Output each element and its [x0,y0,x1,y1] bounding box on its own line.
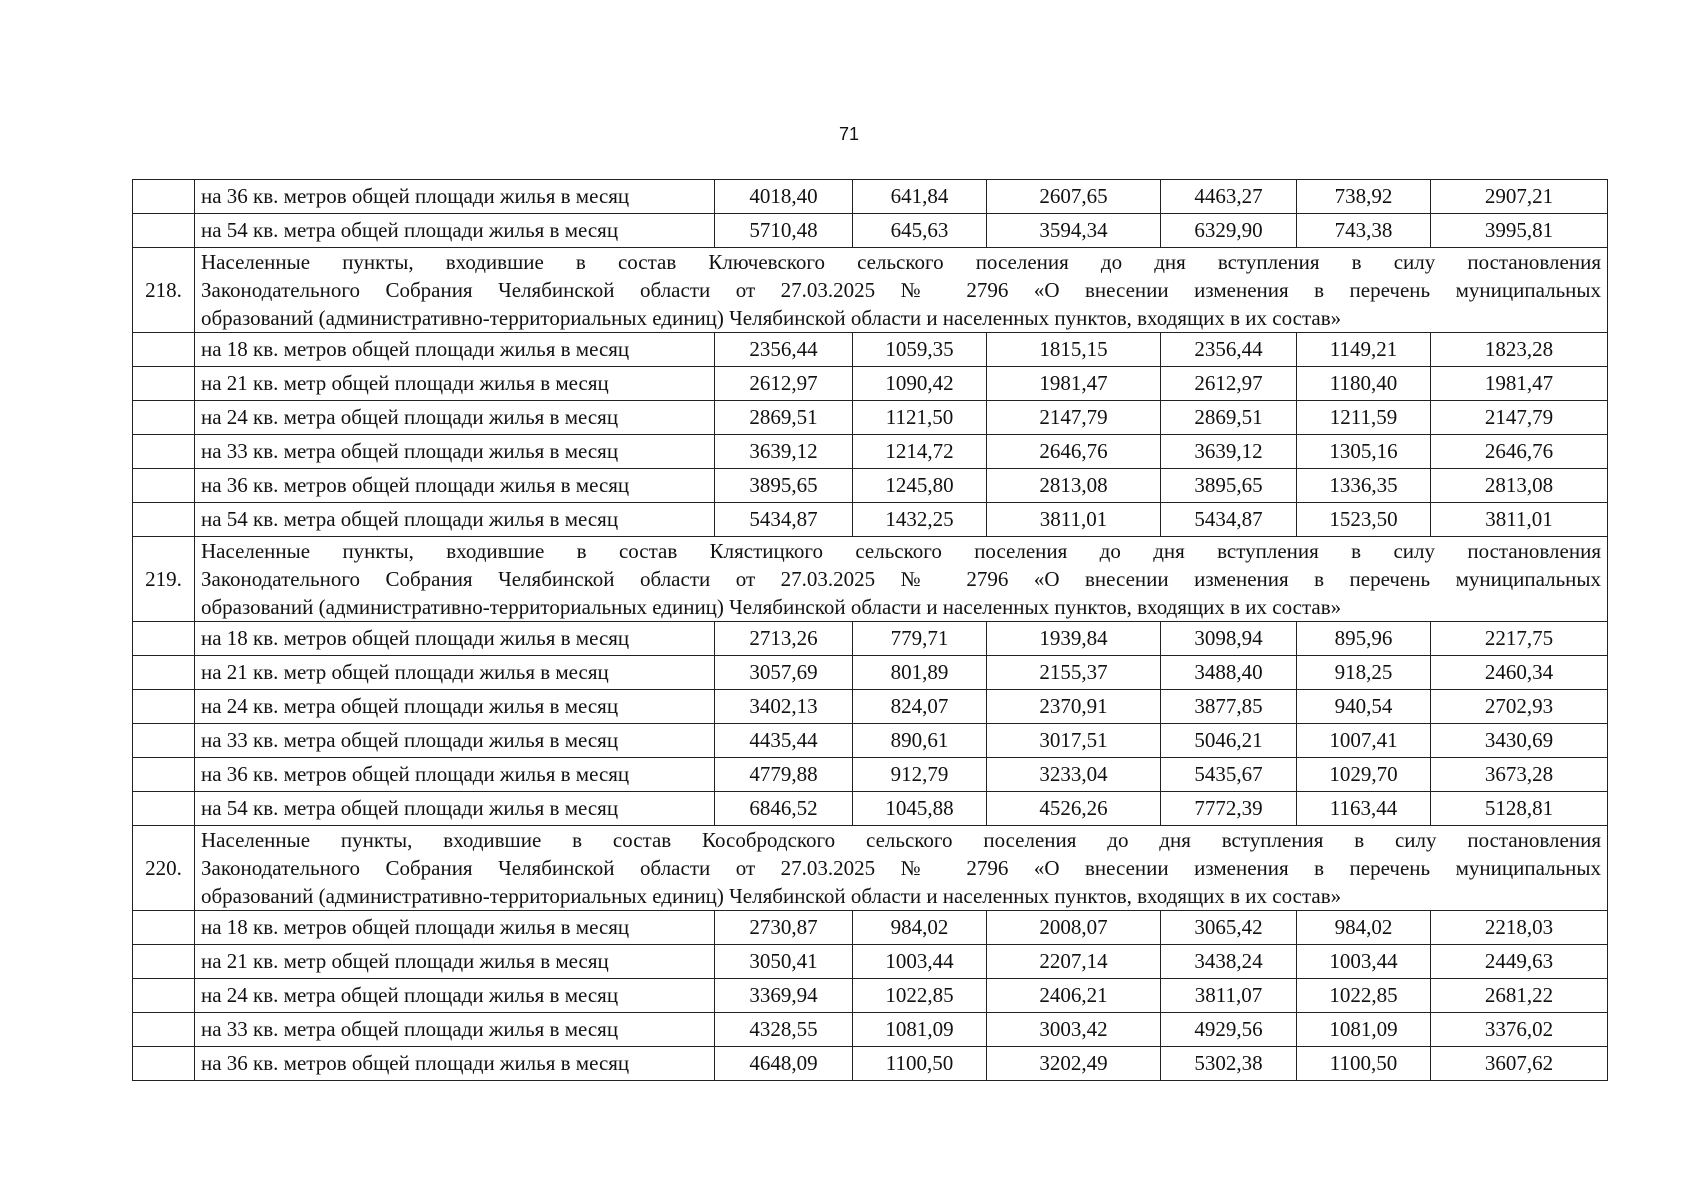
value-cell: 3050,41 [715,945,853,979]
value-cell: 3369,94 [715,979,853,1013]
value-cell: 2869,51 [1161,401,1297,435]
value-cell: 5128,81 [1431,792,1608,826]
table-row [133,401,1608,435]
value-cell: 1981,47 [1431,367,1608,401]
value-cell: 1245,80 [853,469,987,503]
row-number [133,214,195,248]
group-title [195,248,1608,333]
value-cell: 2356,44 [1161,333,1297,367]
value-cell: 3995,81 [1431,214,1608,248]
value-cell: 3233,04 [987,758,1161,792]
value-cell: 3895,65 [1161,469,1297,503]
group-title-line: образований (административно-территориальных единиц) Челябинской области и населенных пунктов, входящих в их состав» [201,306,1342,330]
table-row [133,792,1608,826]
row-number [133,758,195,792]
value-cell: 3639,12 [715,435,853,469]
row-number [133,503,195,537]
value-cell: 1939,84 [987,622,1161,656]
value-cell: 3594,34 [987,214,1161,248]
value-cell: 3673,28 [1431,758,1608,792]
value-cell: 3895,65 [715,469,853,503]
row-label: на 18 кв. метров общей площади жилья в месяц [195,333,715,367]
value-cell: 3003,42 [987,1013,1161,1047]
value-cell: 2907,21 [1431,180,1608,214]
row-label: на 33 кв. метра общей площади жилья в месяц [195,435,715,469]
value-cell: 984,02 [1297,911,1431,945]
value-cell: 1045,88 [853,792,987,826]
value-cell: 2155,37 [987,656,1161,690]
table-row [133,911,1608,945]
value-cell: 2460,34 [1431,656,1608,690]
value-cell: 4435,44 [715,724,853,758]
value-cell: 1081,09 [1297,1013,1431,1047]
value-cell: 1003,44 [1297,945,1431,979]
value-cell: 2713,26 [715,622,853,656]
value-cell: 5302,38 [1161,1047,1297,1081]
value-cell: 2370,91 [987,690,1161,724]
row-number [133,945,195,979]
value-cell: 984,02 [853,911,987,945]
table-row [133,1047,1608,1081]
value-cell: 1211,59 [1297,401,1431,435]
table-row [133,724,1608,758]
value-cell: 940,54 [1297,690,1431,724]
value-cell: 2646,76 [1431,435,1608,469]
value-cell: 2813,08 [1431,469,1608,503]
value-cell: 1121,50 [853,401,987,435]
value-cell: 3877,85 [1161,690,1297,724]
value-cell: 2702,93 [1431,690,1608,724]
value-cell: 2612,97 [1161,367,1297,401]
group-title-line: Законодательного Собрания Челябинской области от 27.03.2025 № 2796 «О внесении изменения в перечень муниципальных [201,567,1601,591]
value-cell: 2406,21 [987,979,1161,1013]
row-label: на 54 кв. метра общей площади жилья в месяц [195,214,715,248]
value-cell: 641,84 [853,180,987,214]
group-header-row [133,248,1608,333]
group-title-line: Населенные пункты, входившие в состав Кособродского сельского поселения до дня вступления в силу постановления [201,828,1601,852]
value-cell: 1007,41 [1297,724,1431,758]
row-number: 220. [133,826,195,911]
group-title-line: образований (административно-территориальных единиц) Челябинской области и населенных пунктов, входящих в их состав» [201,595,1342,619]
row-number: 219. [133,537,195,622]
value-cell: 801,89 [853,656,987,690]
row-label: на 36 кв. метров общей площади жилья в месяц [195,758,715,792]
value-cell: 1163,44 [1297,792,1431,826]
tariff-table [132,179,1608,1081]
value-cell: 912,79 [853,758,987,792]
row-label: на 36 кв. метров общей площади жилья в месяц [195,469,715,503]
value-cell: 4463,27 [1161,180,1297,214]
row-label: на 21 кв. метр общей площади жилья в месяц [195,656,715,690]
row-number [133,1013,195,1047]
row-number [133,1047,195,1081]
row-number [133,690,195,724]
row-label: на 21 кв. метр общей площади жилья в месяц [195,367,715,401]
row-number [133,792,195,826]
value-cell: 2449,63 [1431,945,1608,979]
group-title-line: Населенные пункты, входившие в состав Ключевского сельского поселения до дня вступления в силу постановления [201,250,1601,274]
value-cell: 2869,51 [715,401,853,435]
value-cell: 3017,51 [987,724,1161,758]
value-cell: 2813,08 [987,469,1161,503]
value-cell: 1815,15 [987,333,1161,367]
row-number [133,724,195,758]
table-body [133,180,1608,1081]
row-label: на 36 кв. метров общей площади жилья в месяц [195,180,715,214]
group-header-row [133,826,1608,911]
value-cell: 738,92 [1297,180,1431,214]
value-cell: 645,63 [853,214,987,248]
group-title [195,537,1608,622]
table-row [133,435,1608,469]
value-cell: 5710,48 [715,214,853,248]
table-row [133,503,1608,537]
value-cell: 4018,40 [715,180,853,214]
group-header-row [133,537,1608,622]
row-label: на 21 кв. метр общей площади жилья в месяц [195,945,715,979]
table-row [133,622,1608,656]
value-cell: 3098,94 [1161,622,1297,656]
value-cell: 918,25 [1297,656,1431,690]
group-title-line: Законодательного Собрания Челябинской области от 27.03.2025 № 2796 «О внесении изменения в перечень муниципальных [201,856,1601,880]
value-cell: 4648,09 [715,1047,853,1081]
row-number [133,911,195,945]
value-cell: 2730,87 [715,911,853,945]
value-cell: 2646,76 [987,435,1161,469]
value-cell: 1214,72 [853,435,987,469]
row-number [133,979,195,1013]
row-label: на 24 кв. метра общей площади жилья в месяц [195,690,715,724]
row-number [133,435,195,469]
value-cell: 743,38 [1297,214,1431,248]
row-number [133,333,195,367]
value-cell: 3607,62 [1431,1047,1608,1081]
row-label: на 54 кв. метра общей площади жилья в месяц [195,503,715,537]
table-row [133,758,1608,792]
value-cell: 1059,35 [853,333,987,367]
value-cell: 4779,88 [715,758,853,792]
value-cell: 1100,50 [1297,1047,1431,1081]
value-cell: 3065,42 [1161,911,1297,945]
row-number [133,656,195,690]
row-number [133,180,195,214]
group-title [195,826,1608,911]
value-cell: 1022,85 [853,979,987,1013]
value-cell: 1090,42 [853,367,987,401]
value-cell: 3376,02 [1431,1013,1608,1047]
value-cell: 6846,52 [715,792,853,826]
value-cell: 2147,79 [987,401,1161,435]
table-row [133,214,1608,248]
value-cell: 2008,07 [987,911,1161,945]
table-row [133,945,1608,979]
value-cell: 2217,75 [1431,622,1608,656]
value-cell: 4328,55 [715,1013,853,1047]
value-cell: 3811,01 [987,503,1161,537]
value-cell: 1180,40 [1297,367,1431,401]
row-number [133,622,195,656]
value-cell: 3057,69 [715,656,853,690]
row-number [133,401,195,435]
value-cell: 5434,87 [1161,503,1297,537]
page-number: 71 [838,124,860,144]
value-cell: 2681,22 [1431,979,1608,1013]
value-cell: 1003,44 [853,945,987,979]
value-cell: 824,07 [853,690,987,724]
value-cell: 3811,01 [1431,503,1608,537]
value-cell: 1823,28 [1431,333,1608,367]
table-row [133,1013,1608,1047]
group-title-line: Законодательного Собрания Челябинской области от 27.03.2025 № 2796 «О внесении изменения в перечень муниципальных [201,278,1601,302]
value-cell: 3488,40 [1161,656,1297,690]
value-cell: 1432,25 [853,503,987,537]
row-label: на 36 кв. метров общей площади жилья в месяц [195,1047,715,1081]
value-cell: 2607,65 [987,180,1161,214]
table-row [133,690,1608,724]
value-cell: 1981,47 [987,367,1161,401]
table-row [133,656,1608,690]
row-number [133,367,195,401]
value-cell: 3202,49 [987,1047,1161,1081]
value-cell: 2612,97 [715,367,853,401]
value-cell: 2218,03 [1431,911,1608,945]
row-label: на 18 кв. метров общей площади жилья в месяц [195,622,715,656]
value-cell: 4526,26 [987,792,1161,826]
value-cell: 3430,69 [1431,724,1608,758]
value-cell: 3639,12 [1161,435,1297,469]
table-row [133,180,1608,214]
row-label: на 24 кв. метра общей площади жилья в месяц [195,401,715,435]
value-cell: 3402,13 [715,690,853,724]
value-cell: 2207,14 [987,945,1161,979]
row-number [133,469,195,503]
value-cell: 5435,67 [1161,758,1297,792]
row-label: на 33 кв. метра общей площади жилья в месяц [195,1013,715,1047]
value-cell: 779,71 [853,622,987,656]
value-cell: 1523,50 [1297,503,1431,537]
value-cell: 1022,85 [1297,979,1431,1013]
value-cell: 1305,16 [1297,435,1431,469]
table-row [133,979,1608,1013]
row-label: на 24 кв. метра общей площади жилья в месяц [195,979,715,1013]
value-cell: 2356,44 [715,333,853,367]
value-cell: 1029,70 [1297,758,1431,792]
group-title-line: образований (административно-территориальных единиц) Челябинской области и населенных пунктов, входящих в их состав» [201,884,1342,908]
value-cell: 7772,39 [1161,792,1297,826]
value-cell: 6329,90 [1161,214,1297,248]
value-cell: 1149,21 [1297,333,1431,367]
value-cell: 1081,09 [853,1013,987,1047]
row-label: на 18 кв. метров общей площади жилья в месяц [195,911,715,945]
value-cell: 3438,24 [1161,945,1297,979]
value-cell: 890,61 [853,724,987,758]
table-row [133,367,1608,401]
value-cell: 2147,79 [1431,401,1608,435]
table-row [133,333,1608,367]
row-label: на 33 кв. метра общей площади жилья в месяц [195,724,715,758]
value-cell: 1100,50 [853,1047,987,1081]
table-row [133,469,1608,503]
row-label: на 54 кв. метра общей площади жилья в месяц [195,792,715,826]
value-cell: 5046,21 [1161,724,1297,758]
value-cell: 5434,87 [715,503,853,537]
value-cell: 3811,07 [1161,979,1297,1013]
value-cell: 895,96 [1297,622,1431,656]
value-cell: 1336,35 [1297,469,1431,503]
group-title-line: Населенные пункты, входившие в состав Клястицкого сельского поселения до дня вступления в силу постановления [201,539,1601,563]
row-number: 218. [133,248,195,333]
value-cell: 4929,56 [1161,1013,1297,1047]
